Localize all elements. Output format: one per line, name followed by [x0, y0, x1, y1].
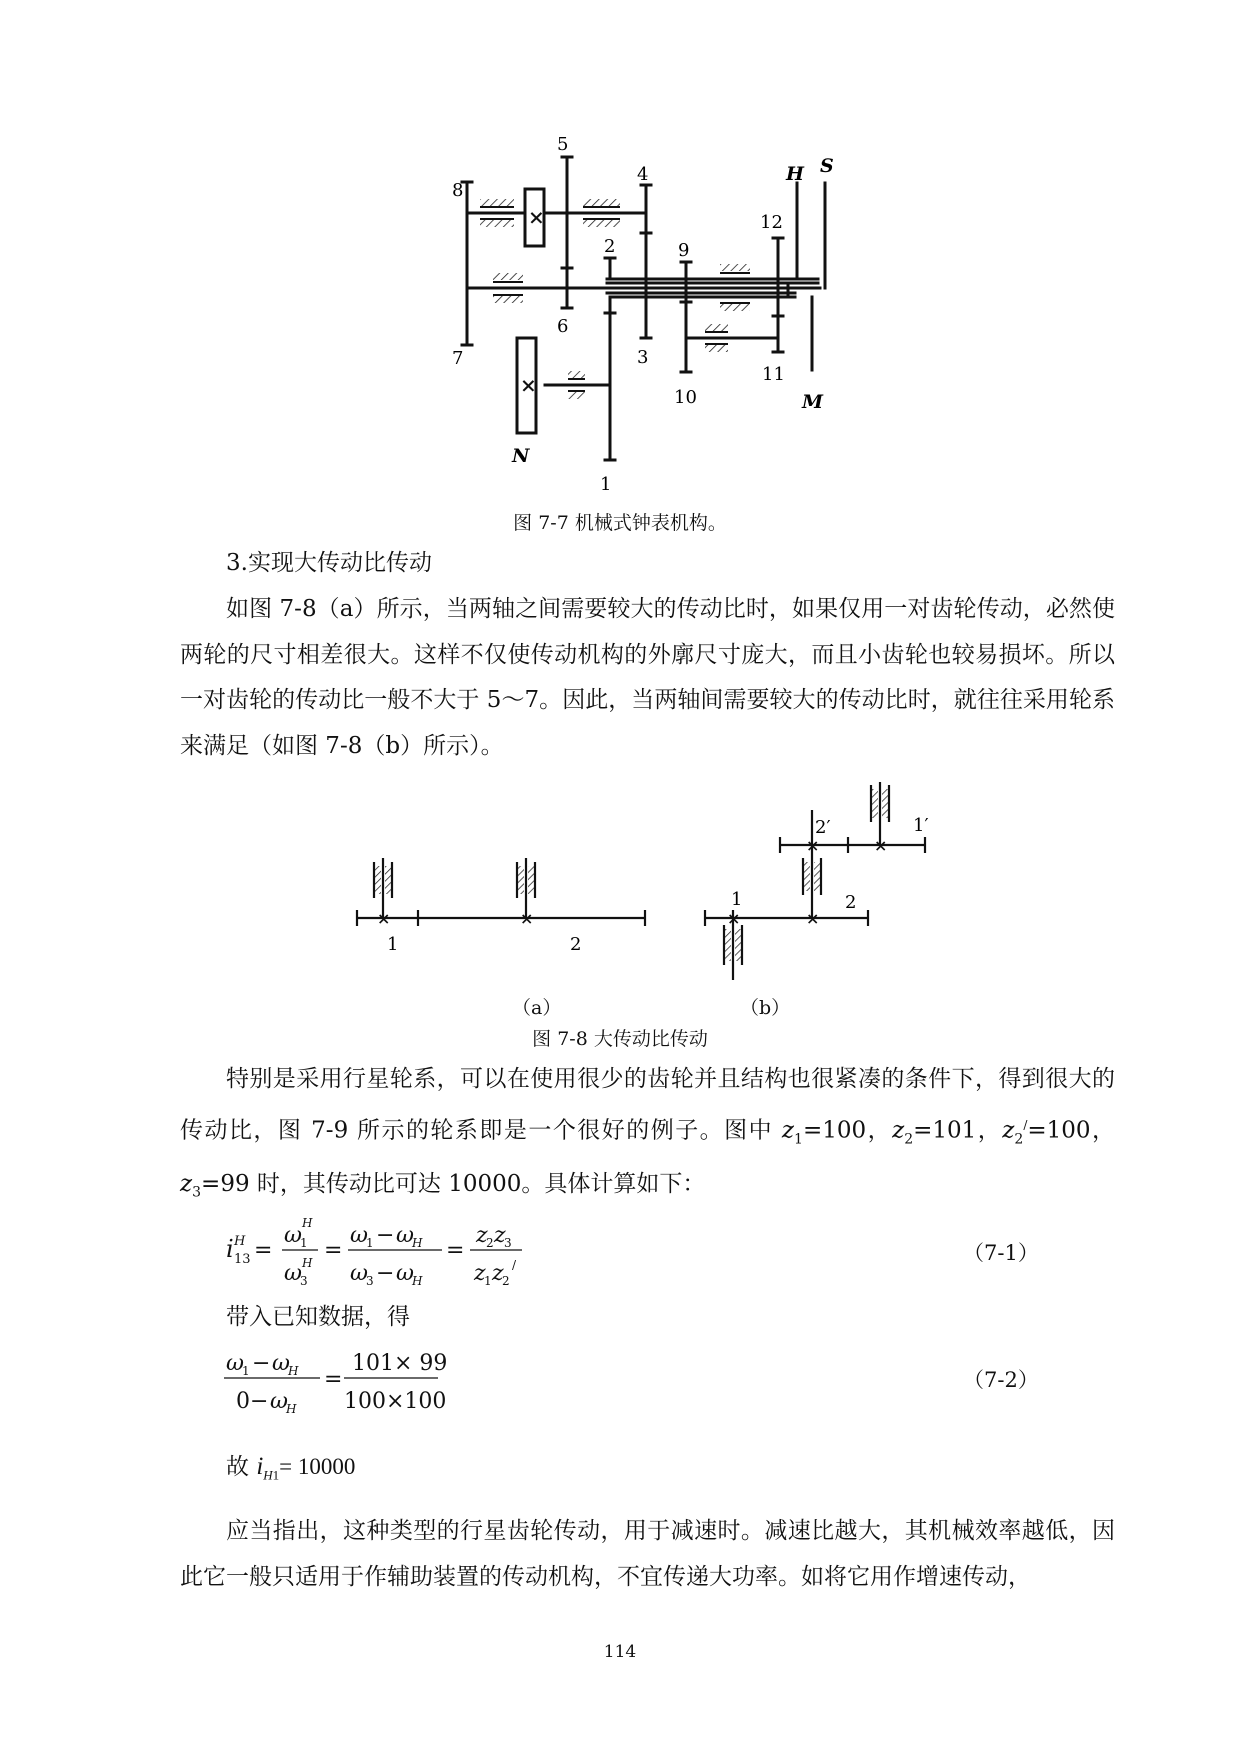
- svg-text:z: z: [492, 1261, 504, 1286]
- var-z2-prime-sub: 2: [1014, 1130, 1024, 1147]
- svg-text:−: −: [252, 1351, 271, 1376]
- svg-text:ω: ω: [396, 1261, 414, 1286]
- figure-7-8-caption: 图 7-8 大传动比传动: [532, 1028, 708, 1050]
- equation-7-1: [220, 1205, 550, 1295]
- svg-text:ω: ω: [350, 1223, 368, 1248]
- var-z1: z: [781, 1117, 795, 1144]
- fig78b-label-1: 1: [731, 889, 743, 910]
- svg-text:ω: ω: [396, 1223, 414, 1248]
- svg-text:=: =: [324, 1238, 343, 1263]
- paragraph-2: [180, 1057, 1115, 1216]
- page-number: 114: [603, 1642, 637, 1662]
- fig78b-label-2-prime: 2′: [815, 817, 831, 838]
- svg-text:2: 2: [486, 1236, 494, 1250]
- svg-text:H: H: [302, 1256, 313, 1270]
- figure-7-8-sub-a: （a）: [512, 997, 562, 1019]
- svg-text:×: ×: [528, 205, 545, 229]
- svg-text:=: =: [254, 1238, 273, 1263]
- eq72-den-rhs: 100×100: [344, 1389, 447, 1414]
- section-heading: 3.实现大传动比传动: [226, 550, 432, 576]
- fig77-label-4: 4: [637, 164, 649, 185]
- fig77-label-2: 2: [604, 236, 616, 257]
- fig77-label-N: N: [512, 445, 530, 467]
- fig77-label-6: 6: [557, 316, 569, 337]
- result-value: = 10000: [279, 1454, 356, 1479]
- svg-text:×: ×: [806, 836, 820, 855]
- val-z3: =99 时，其传动比可达 10000。具体计算如下：: [201, 1171, 706, 1198]
- eq72-den-zero: 0: [236, 1389, 250, 1414]
- figure-7-7-caption: 图 7-7 机械式钟表机构。: [513, 512, 727, 534]
- svg-text:×: ×: [806, 909, 820, 928]
- fig77-label-7: 7: [452, 348, 464, 369]
- svg-text:z: z: [494, 1223, 506, 1248]
- svg-text:2: 2: [502, 1274, 510, 1288]
- svg-text:H: H: [412, 1274, 423, 1288]
- svg-text:H: H: [288, 1364, 299, 1378]
- result-line: 故 $i_{H1}= 10000$: [226, 1453, 356, 1483]
- svg-text:3: 3: [504, 1236, 512, 1250]
- equation-7-2-number: （7-2）: [963, 1368, 1039, 1392]
- fig77-label-H: H: [786, 163, 804, 185]
- var-z3: z: [180, 1171, 193, 1198]
- svg-text:×: ×: [377, 909, 391, 928]
- var-z2: z: [892, 1117, 905, 1144]
- svg-text:ω: ω: [350, 1261, 368, 1286]
- fig78b-label-2: 2: [845, 892, 857, 913]
- fig78a-label-2: 2: [570, 934, 582, 955]
- result-prefix: 故: [226, 1454, 257, 1480]
- svg-text:H: H: [302, 1216, 313, 1230]
- svg-text:×: ×: [520, 373, 537, 397]
- svg-text:×: ×: [520, 909, 534, 928]
- equation-7-2: [220, 1340, 450, 1420]
- svg-text:1: 1: [366, 1236, 374, 1250]
- svg-text:13: 13: [234, 1252, 251, 1267]
- svg-text:=: =: [446, 1238, 465, 1263]
- svg-text:3: 3: [300, 1274, 308, 1288]
- svg-text:H: H: [286, 1402, 297, 1416]
- svg-text:×: ×: [874, 836, 888, 855]
- var-z2-prime: z: [1002, 1117, 1015, 1144]
- svg-text:i: i: [226, 1235, 234, 1263]
- figure-7-7-clock-mechanism: [430, 125, 860, 505]
- svg-text:z: z: [474, 1261, 486, 1286]
- val-z2: =101，: [913, 1117, 1003, 1144]
- substitute-text: 带入已知数据，得: [226, 1304, 410, 1330]
- figure-7-8-sub-b: （b）: [740, 997, 791, 1019]
- svg-text:×: ×: [727, 909, 741, 928]
- figure-7-8-diagram: [340, 770, 940, 1020]
- svg-text:H: H: [234, 1234, 246, 1249]
- fig78b-label-1-prime: 1′: [913, 815, 929, 836]
- fig77-label-5: 5: [557, 134, 569, 155]
- fig77-label-3: 3: [637, 347, 649, 368]
- svg-text:=: =: [324, 1367, 343, 1392]
- fig78a-label-1: 1: [387, 934, 399, 955]
- fig77-label-9: 9: [678, 240, 690, 261]
- val-z1: =100，: [802, 1117, 893, 1144]
- eq72-num-rhs: 101× 99: [352, 1351, 448, 1376]
- fig77-label-S: S: [820, 155, 834, 177]
- svg-text:−: −: [376, 1261, 395, 1286]
- svg-text:/: /: [512, 1258, 517, 1272]
- fig77-label-10: 10: [674, 387, 697, 408]
- paragraph-2-lead: 特别是采用行星轮系，可以在使用很少的齿轮并且结构也很紧凑的条件下，得到很大的传动比，图 7-9 所示的轮系即是一个很好的例子。图中: [180, 1066, 1115, 1144]
- svg-text:ω: ω: [270, 1389, 288, 1414]
- svg-text:−: −: [376, 1223, 395, 1248]
- var-z2-prime-sup: /: [1023, 1117, 1028, 1132]
- svg-text:−: −: [250, 1389, 269, 1414]
- var-z1-sub: 1: [794, 1130, 803, 1147]
- fig77-label-8: 8: [452, 180, 464, 201]
- var-z2-sub: 2: [904, 1130, 914, 1147]
- svg-text:1: 1: [300, 1236, 308, 1250]
- svg-text:ω: ω: [284, 1223, 302, 1248]
- svg-text:ω: ω: [272, 1351, 290, 1376]
- paragraph-3: 应当指出，这种类型的行星齿轮传动，用于减速时。减速比越大，其机械效率越低，因此它一般只适用于作辅助装置的传动机构，不宜传递大功率。如将它用作增速传动，: [180, 1518, 1115, 1590]
- fig77-label-12: 12: [760, 212, 783, 233]
- svg-text:1: 1: [484, 1274, 492, 1288]
- svg-text:ω: ω: [284, 1261, 302, 1286]
- svg-text:H: H: [412, 1236, 423, 1250]
- fig77-label-1: 1: [600, 474, 612, 495]
- val-z2-prime: =100，: [1027, 1117, 1116, 1144]
- paragraph-1: 如图 7-8（a）所示，当两轴之间需要较大的传动比时，如果仅用一对齿轮传动，必然使两轮的尺寸相差很大。这样不仅使传动机构的外廓尺寸庞大，而且小齿轮也较易损坏。所以一对齿轮的传动比一般不大于 5～7。因此，当两轴间需要较大的传动比时，就往往采用轮系来满足（如图 7-8（b）所示）。: [180, 596, 1115, 759]
- svg-text:z: z: [476, 1223, 488, 1248]
- fig77-label-11: 11: [762, 364, 785, 385]
- svg-text:ω: ω: [226, 1351, 244, 1376]
- svg-text:3: 3: [366, 1274, 374, 1288]
- svg-text:1: 1: [242, 1364, 250, 1378]
- equation-7-1-number: （7-1）: [963, 1241, 1039, 1265]
- fig77-label-M: M: [802, 391, 824, 413]
- var-z3-sub: 3: [192, 1184, 202, 1201]
